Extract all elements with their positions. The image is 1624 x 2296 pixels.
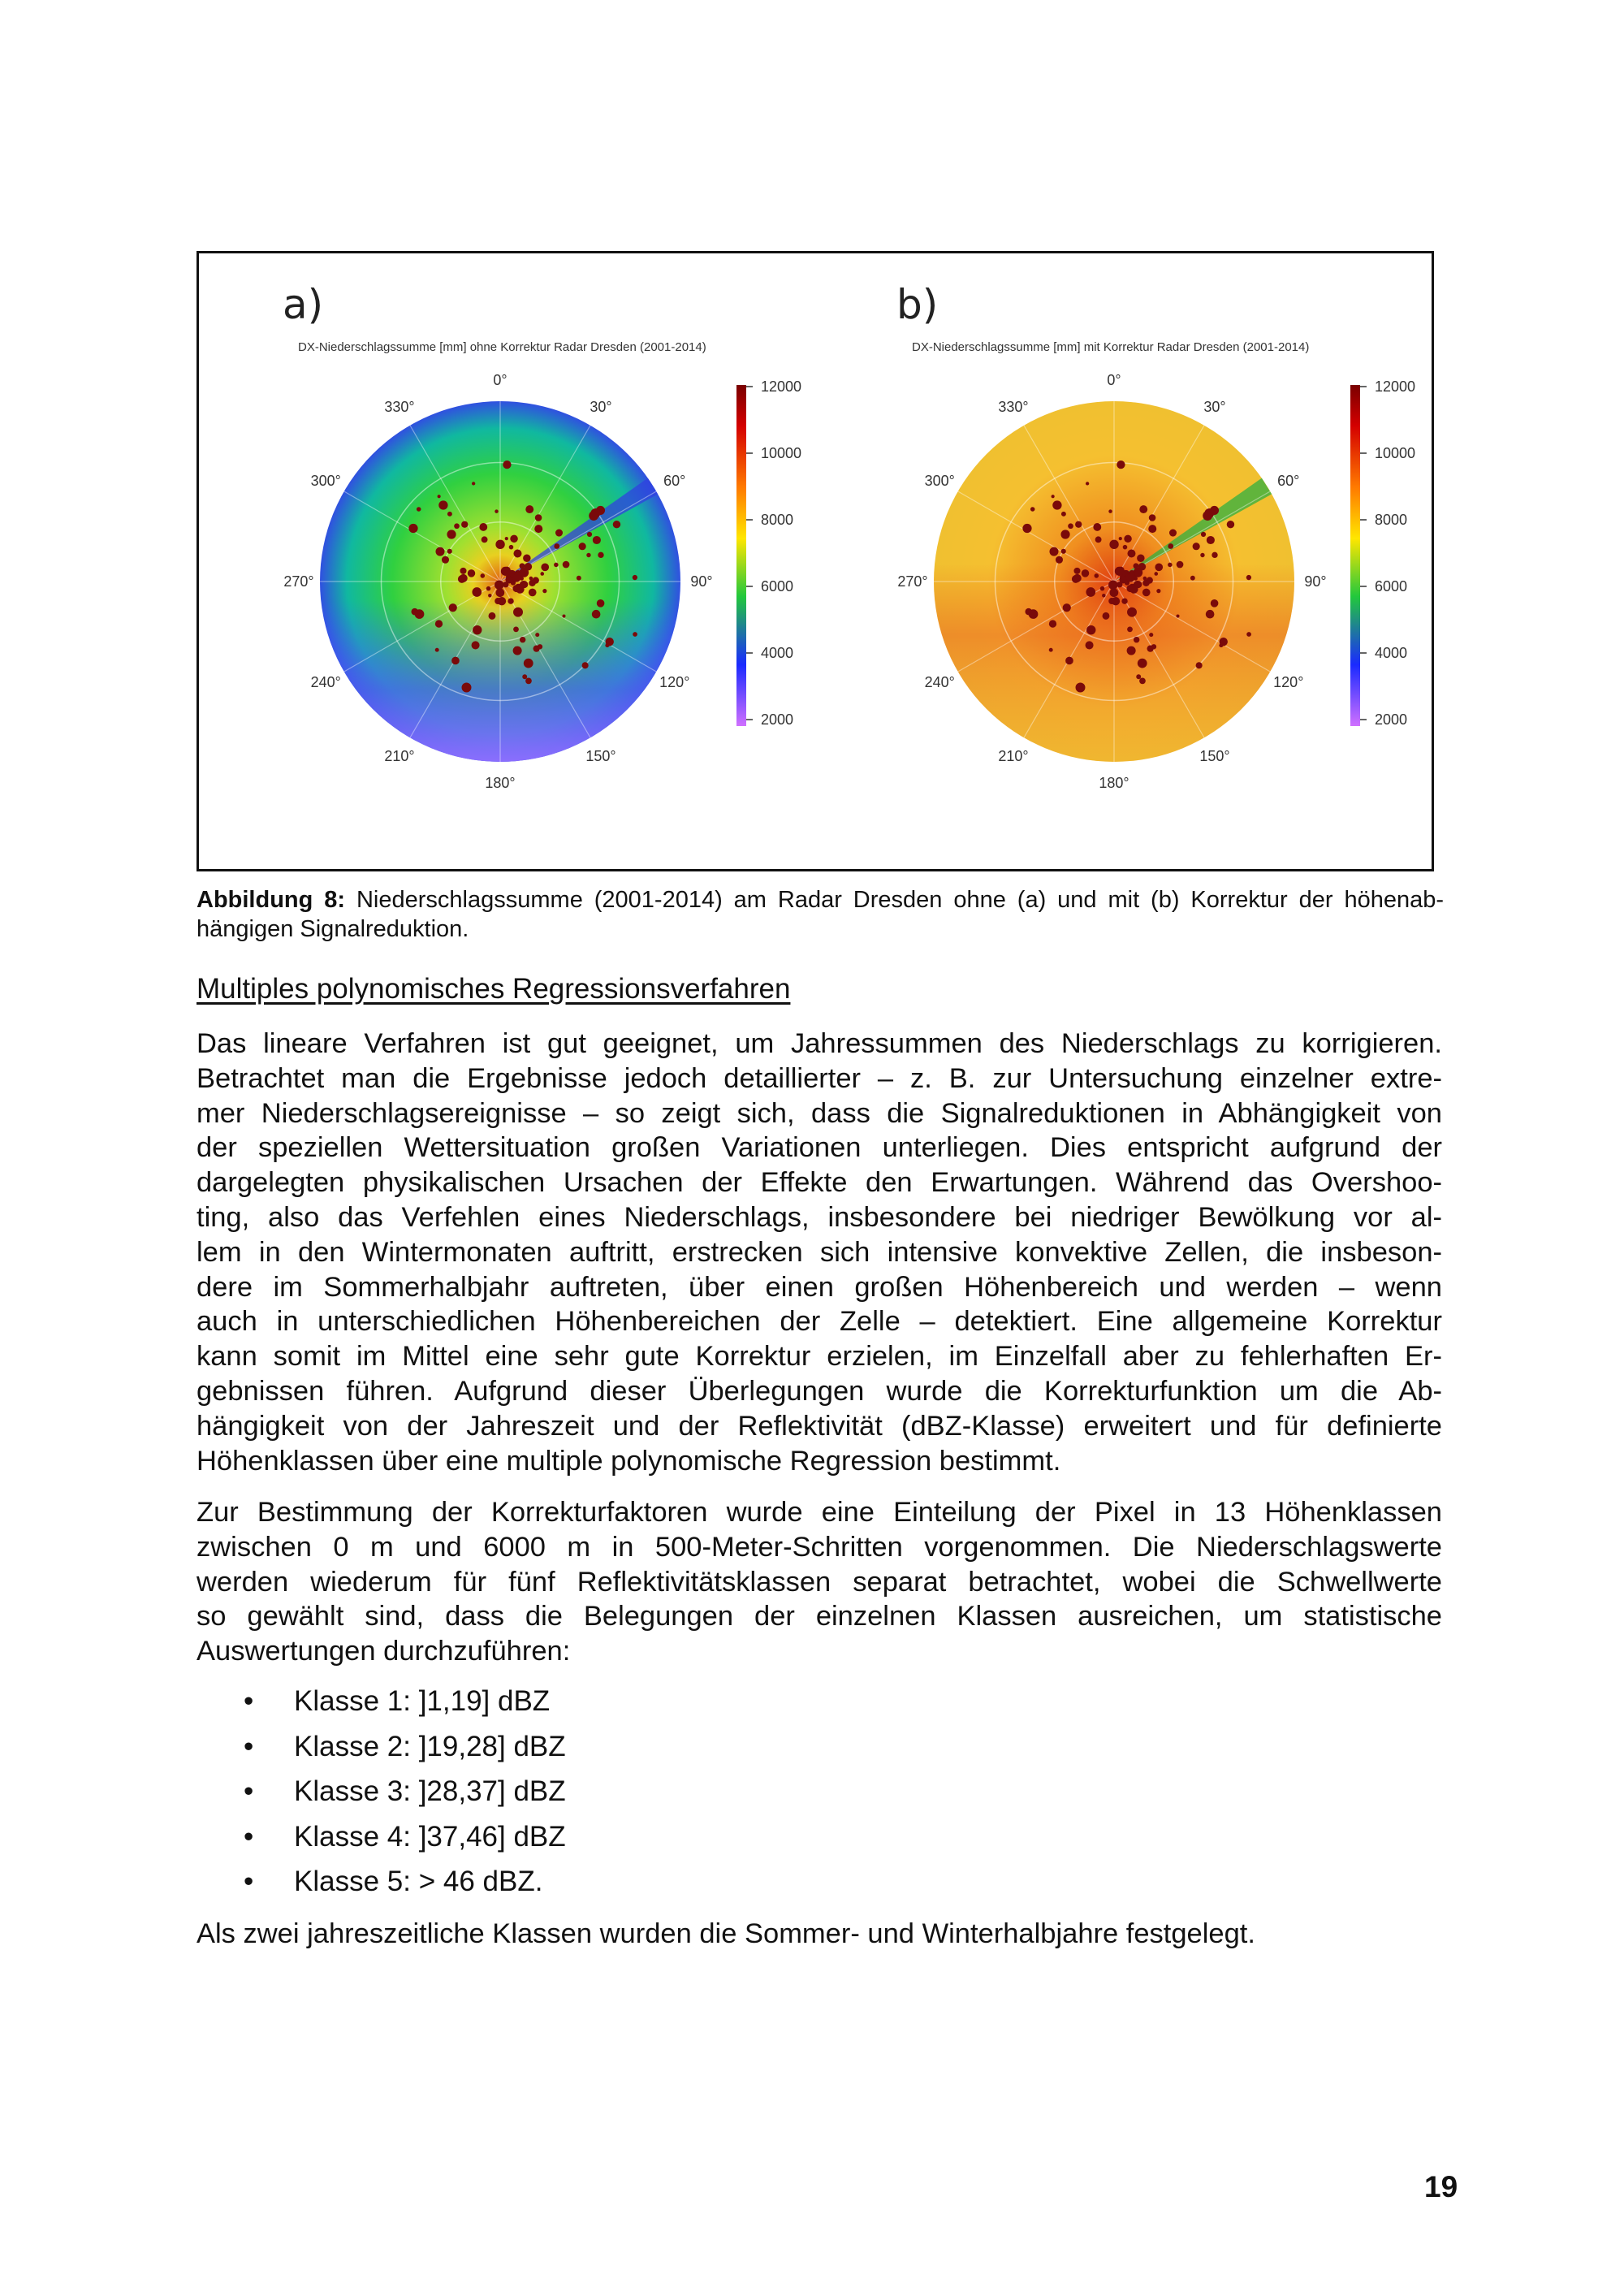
precip-hotspot <box>496 588 505 597</box>
precip-hotspot <box>1138 659 1147 668</box>
azimuth-label: 120° <box>1273 674 1304 690</box>
precip-hotspot <box>633 575 637 580</box>
panel-label: a) <box>283 281 324 328</box>
precip-hotspot <box>1061 549 1066 554</box>
precip-hotspot <box>589 511 598 521</box>
precip-hotspot <box>417 507 421 512</box>
panel-label: b) <box>896 281 939 328</box>
precip-hotspot <box>524 659 533 668</box>
precip-hotspot <box>1063 603 1071 612</box>
azimuth-label: 330° <box>384 399 415 416</box>
precip-hotspot <box>503 460 511 469</box>
precip-hotspot <box>1030 507 1035 512</box>
text-line: auch in unterschiedlichen Höhenbereichen der Zelle – detektiert. Eine allgemeine Korrektur <box>197 1306 1442 1338</box>
precip-hotspot <box>1110 588 1119 597</box>
text-line: der speziellen Wettersituation großen Variationen unterliegen. Dies entspricht aufgrund der <box>197 1132 1442 1164</box>
list-item-text: Klasse 4: ]37,46] dBZ <box>294 1820 566 1853</box>
list-item-text: Klasse 2: ]19,28] dBZ <box>294 1730 566 1762</box>
precip-hotspot <box>1193 543 1200 550</box>
precip-hotspot <box>495 580 503 589</box>
precip-hotspot <box>447 549 452 554</box>
precip-hotspot <box>1206 610 1215 619</box>
precip-hotspot <box>488 594 491 597</box>
precip-hotspot <box>508 598 513 603</box>
precip-hotspot <box>1060 530 1069 538</box>
bullet-icon: • <box>244 1685 254 1717</box>
colorbar-tick-label: 8000 <box>761 512 794 528</box>
bullet-icon: • <box>244 1820 254 1853</box>
page-number: 19 <box>1424 2170 1458 2203</box>
precip-hotspot <box>520 571 525 576</box>
caption-text-cont: hängigen Signalreduktion. <box>197 916 469 942</box>
text-line: mer Niederschlagsereignisse – so zeigt sich, dass die Signalreduktionen in Abhängigkeit von <box>197 1097 1442 1129</box>
section-heading: Multiples polynomisches Regressionsverfahren <box>197 973 791 1005</box>
precip-hotspot <box>1082 569 1090 577</box>
precip-hotspot <box>513 646 522 655</box>
precip-hotspot <box>442 556 449 564</box>
precip-hotspot <box>520 637 525 642</box>
precip-hotspot <box>513 626 519 632</box>
precip-hotspot <box>1149 514 1156 521</box>
precip-hotspot <box>513 549 521 557</box>
precip-hotspot <box>473 625 482 634</box>
precip-hotspot <box>1211 599 1219 608</box>
precip-hotspot <box>606 638 614 646</box>
figure-caption <box>197 885 1444 944</box>
precip-hotspot <box>1200 553 1204 557</box>
precip-hotspot <box>1246 575 1251 580</box>
precip-hotspot <box>462 683 472 693</box>
text-line: Zur Bestimmung der Korrekturfaktoren wurde eine Einteilung der Pixel in 13 Höhenklassen <box>197 1497 1442 1528</box>
precip-hotspot <box>1022 524 1031 533</box>
precip-hotspot <box>509 545 514 550</box>
precip-hotspot <box>438 500 447 509</box>
precip-hotspot <box>535 633 539 637</box>
precip-hotspot <box>1102 612 1109 620</box>
precip-hotspot <box>513 573 521 581</box>
precip-hotspot <box>468 569 476 577</box>
precip-hotspot <box>486 586 491 591</box>
azimuth-label: 300° <box>310 473 341 489</box>
precip-hotspot <box>1143 577 1147 581</box>
text-line: so gewählt sind, dass die Belegungen der einzelnen Klassen ausreichen, um statistische <box>197 1601 1442 1632</box>
precip-hotspot <box>1121 598 1127 603</box>
precip-hotspot <box>529 589 537 597</box>
precip-hotspot <box>472 482 475 485</box>
precip-hotspot <box>1100 586 1105 591</box>
precip-hotspot <box>1190 576 1195 581</box>
precip-hotspot <box>1065 657 1073 665</box>
precip-hotspot <box>481 573 486 578</box>
text-line: Betrachtet man die Ergebnisse jedoch detaillierter – z. B. zur Untersuchung einzelner extre- <box>197 1062 1442 1094</box>
precip-hotspot <box>1154 572 1158 576</box>
azimuth-label: 0° <box>493 372 508 388</box>
precip-hotspot <box>495 509 498 512</box>
precip-hotspot <box>512 585 520 592</box>
precip-hotspot <box>1168 543 1173 549</box>
precip-hotspot <box>1220 638 1228 646</box>
colorbar-tick-label: 6000 <box>761 578 794 595</box>
azimuth-label: 30° <box>590 399 612 416</box>
azimuth-label: 180° <box>485 775 516 791</box>
precip-hotspot <box>408 524 417 533</box>
precip-hotspot <box>597 599 605 608</box>
precip-hotspot <box>1108 580 1117 589</box>
precip-hotspot <box>1227 521 1234 528</box>
precip-hotspot <box>1073 568 1080 574</box>
colorbar-tick-label: 4000 <box>1375 645 1408 661</box>
precip-hotspot <box>1137 555 1144 562</box>
precip-hotspot <box>1086 587 1095 597</box>
colorbar <box>1350 385 1360 726</box>
precip-hotspot <box>1147 577 1153 583</box>
precip-hotspot <box>510 535 518 543</box>
precip-hotspot <box>1127 626 1133 632</box>
precip-hotspot <box>438 495 441 498</box>
precip-hotspot <box>1156 589 1160 593</box>
precip-hotspot <box>458 575 466 583</box>
paragraph-3: Als zwei jahreszeitliche Klassen wurden die Sommer- und Winterhalbjahre festgelegt. <box>197 1918 1255 1949</box>
precip-hotspot <box>1056 556 1063 564</box>
precip-hotspot <box>435 620 443 627</box>
azimuth-label: 270° <box>283 573 314 590</box>
precip-hotspot <box>1127 608 1137 617</box>
precip-hotspot <box>503 567 511 574</box>
text-line: werden wiederum für fünf Reflektivitätsklassen separat betrachtet, wobei die Schwellwerte <box>197 1566 1442 1598</box>
text-line: lem in den Wintermonaten auftritt, erstrecken sich intensive konvektive Zellen, die insbeson- <box>197 1236 1442 1268</box>
panel-uncorrected <box>283 281 801 791</box>
text-line: ting, also das Verfehlen eines Niederschlags, insbesondere bei niedriger Bewölkung vor al- <box>197 1201 1442 1233</box>
precip-hotspot <box>1127 549 1135 557</box>
azimuth-label: 90° <box>1304 573 1327 590</box>
radar-precipitation-maps <box>199 253 1432 869</box>
precip-hotspot <box>1142 589 1151 597</box>
colorbar-tick-label: 6000 <box>1375 578 1408 595</box>
text-line: Auswertungen durchzuführen: <box>197 1636 571 1667</box>
precip-hotspot <box>1108 509 1112 512</box>
colorbar <box>736 385 746 726</box>
precip-hotspot <box>577 576 581 581</box>
panel-title: DX-Niederschlagssumme [mm] mit Korrektur Radar Dresden (2001-2014) <box>912 340 1310 354</box>
precip-hotspot <box>1049 620 1056 627</box>
azimuth-label: 180° <box>1099 775 1129 791</box>
precip-hotspot <box>1134 571 1139 576</box>
colorbar-tick-label: 2000 <box>761 711 794 728</box>
precip-hotspot <box>1086 482 1089 485</box>
precip-hotspot <box>1061 512 1066 517</box>
precip-hotspot <box>541 564 549 572</box>
azimuth-label: 0° <box>1107 372 1121 388</box>
precip-hotspot <box>592 610 601 619</box>
azimuth-label: 210° <box>998 747 1029 764</box>
precip-hotspot <box>1136 674 1141 679</box>
precip-hotspot <box>579 543 586 550</box>
precip-hotspot <box>1212 552 1217 558</box>
precip-hotspot <box>1139 678 1146 685</box>
precip-hotspot <box>1109 540 1118 549</box>
azimuth-label: 150° <box>1199 747 1230 764</box>
precip-hotspot <box>1075 521 1082 528</box>
precip-hotspot <box>454 523 460 529</box>
azimuth-label: 90° <box>690 573 713 590</box>
precip-hotspot <box>1123 545 1128 550</box>
precip-hotspot <box>1025 608 1032 616</box>
precip-hotspot <box>562 614 565 617</box>
precip-hotspot <box>1176 614 1179 617</box>
precip-hotspot <box>613 521 620 528</box>
azimuth-label: 60° <box>1277 473 1300 489</box>
precip-hotspot <box>1138 563 1146 570</box>
precip-hotspot <box>505 537 508 540</box>
precip-hotspot <box>533 577 539 583</box>
colorbar-tick-label: 10000 <box>1375 445 1416 461</box>
precip-hotspot <box>479 523 487 531</box>
precip-hotspot <box>1116 460 1125 469</box>
azimuth-label: 270° <box>897 573 928 590</box>
precip-hotspot <box>1052 495 1055 498</box>
precip-hotspot <box>582 662 589 668</box>
precip-hotspot <box>534 525 542 533</box>
azimuth-label: 240° <box>924 674 955 690</box>
text-line: dargelegten physikalischen Ursachen der Effekte den Erwartungen. Während das Overshoo- <box>197 1167 1442 1199</box>
precip-hotspot <box>1052 500 1061 509</box>
text-line: dere im Sommerhalbjahr auftreten, über einen großen Höhenbereich und werden – wenn <box>197 1271 1442 1303</box>
precip-hotspot <box>460 568 466 574</box>
precip-hotspot <box>495 598 501 604</box>
precip-hotspot <box>529 577 533 581</box>
precip-hotspot <box>586 553 590 557</box>
text-line: gebnissen führen. Aufgrund dieser Überlegungen wurde die Korrekturfunktion um die Ab- <box>197 1375 1442 1407</box>
precip-hotspot <box>1169 529 1177 536</box>
precip-hotspot <box>447 530 456 538</box>
precip-hotspot <box>554 563 558 567</box>
precip-hotspot <box>513 608 523 617</box>
precip-hotspot <box>1127 646 1136 655</box>
paragraph-2 <box>197 1495 1442 1669</box>
precip-hotspot <box>538 644 542 649</box>
figure-8 <box>197 251 1434 871</box>
precip-hotspot <box>1049 648 1053 652</box>
colorbar-tick-label: 12000 <box>1375 378 1416 395</box>
precip-hotspot <box>1049 547 1058 556</box>
precip-hotspot <box>525 563 532 570</box>
precip-hotspot <box>1126 585 1134 592</box>
panel-title: DX-Niederschlagssumme [mm] ohne Korrektur Radar Dresden (2001-2014) <box>298 340 706 354</box>
list-item-text: Klasse 1: ]1,19] dBZ <box>294 1685 551 1717</box>
list-item-text: Klasse 3: ]28,37] dBZ <box>294 1775 566 1807</box>
precip-hotspot <box>535 514 542 521</box>
bullet-icon: • <box>244 1775 254 1807</box>
precip-hotspot <box>1108 598 1115 604</box>
precip-hotspot <box>1068 523 1073 529</box>
azimuth-label: 150° <box>585 747 616 764</box>
precip-hotspot <box>1139 505 1147 513</box>
precip-hotspot <box>1086 641 1094 649</box>
precip-hotspot <box>435 547 444 556</box>
precip-hotspot <box>1203 511 1212 521</box>
precip-hotspot <box>435 648 439 652</box>
precip-hotspot <box>1102 594 1105 597</box>
precip-hotspot <box>1148 525 1156 533</box>
precip-hotspot <box>1207 536 1215 544</box>
bullet-icon: • <box>244 1730 254 1762</box>
azimuth-label: 120° <box>659 674 690 690</box>
paragraph-1 <box>197 1027 1442 1478</box>
colorbar-tick-label: 2000 <box>1375 711 1408 728</box>
caption-text: Niederschlagssumme (2001-2014) am Radar Dresden ohne (a) und mit (b) Korrektur der höhenab- <box>345 887 1445 913</box>
precip-hotspot <box>554 543 559 549</box>
precip-hotspot <box>523 555 530 562</box>
precip-hotspot <box>451 657 460 665</box>
precip-hotspot <box>1095 573 1099 578</box>
precip-hotspot <box>488 612 495 620</box>
list-item-text: Klasse 5: > 46 dBZ. <box>294 1866 543 1897</box>
precip-hotspot <box>555 529 563 536</box>
precip-hotspot <box>1076 683 1086 693</box>
precip-hotspot <box>598 552 603 558</box>
colorbar-tick-label: 8000 <box>1375 512 1408 528</box>
azimuth-label: 210° <box>384 747 415 764</box>
precip-hotspot <box>461 521 468 528</box>
text-line: kann somit im Mittel eine sehr gute Korrektur erzielen, im Einzelfall aber zu fehlerhaften Er- <box>197 1341 1442 1373</box>
precip-hotspot <box>1134 637 1139 642</box>
precip-hotspot <box>1151 644 1156 649</box>
bullet-icon: • <box>244 1866 254 1897</box>
precip-hotspot <box>542 589 546 593</box>
text-line: hängigkeit von der Jahreszeit und der Reflektivität (dBZ-Klasse) erweitert und für definierte <box>197 1410 1442 1442</box>
text-line: Das lineare Verfahren ist gut geeignet, um Jahressummen des Niederschlags zu korrigieren. <box>197 1028 1442 1059</box>
colorbar-tick-label: 10000 <box>761 445 802 461</box>
precip-hotspot <box>1149 633 1153 637</box>
azimuth-label: 60° <box>663 473 686 489</box>
precip-hotspot <box>522 674 527 679</box>
precip-hotspot <box>1177 561 1184 569</box>
precip-hotspot <box>449 603 457 612</box>
precip-hotspot <box>525 678 532 685</box>
colorbar-tick-label: 12000 <box>761 378 802 395</box>
precip-hotspot <box>593 536 601 544</box>
precip-hotspot <box>1117 567 1125 574</box>
precip-hotspot <box>1086 625 1095 634</box>
precip-hotspot <box>1155 564 1163 572</box>
precip-hotspot <box>472 641 480 649</box>
azimuth-label: 330° <box>998 399 1029 416</box>
precip-hotspot <box>1119 537 1122 540</box>
precip-hotspot <box>495 540 504 549</box>
precip-hotspot <box>1124 535 1132 543</box>
precip-hotspot <box>1246 632 1251 637</box>
precip-hotspot <box>1201 532 1206 537</box>
azimuth-label: 300° <box>924 473 955 489</box>
precip-hotspot <box>1196 662 1203 668</box>
precip-hotspot <box>563 561 570 569</box>
colorbar-tick-label: 4000 <box>761 645 794 661</box>
precip-hotspot <box>587 532 592 537</box>
precip-hotspot <box>482 536 488 543</box>
precip-hotspot <box>1168 563 1172 567</box>
text-line: Höhenklassen über eine multiple polynomische Regression bestimmt. <box>197 1445 1061 1477</box>
precip-hotspot <box>1072 575 1080 583</box>
caption-label: Abbildung 8: <box>197 887 346 913</box>
precip-hotspot <box>411 608 418 616</box>
precip-hotspot <box>525 505 533 513</box>
precip-hotspot <box>1093 523 1101 531</box>
precip-hotspot <box>1127 573 1135 581</box>
precip-hotspot <box>447 512 452 517</box>
precip-hotspot <box>633 632 637 637</box>
panel-corrected <box>896 281 1415 791</box>
azimuth-label: 30° <box>1203 399 1226 416</box>
precip-hotspot <box>472 587 482 597</box>
text-line: zwischen 0 m und 6000 m in 500-Meter-Schritten vorgenommen. Die Niederschlagswerte <box>197 1531 1442 1563</box>
precip-hotspot <box>1095 536 1102 543</box>
precip-hotspot <box>540 572 544 576</box>
azimuth-label: 240° <box>310 674 341 690</box>
